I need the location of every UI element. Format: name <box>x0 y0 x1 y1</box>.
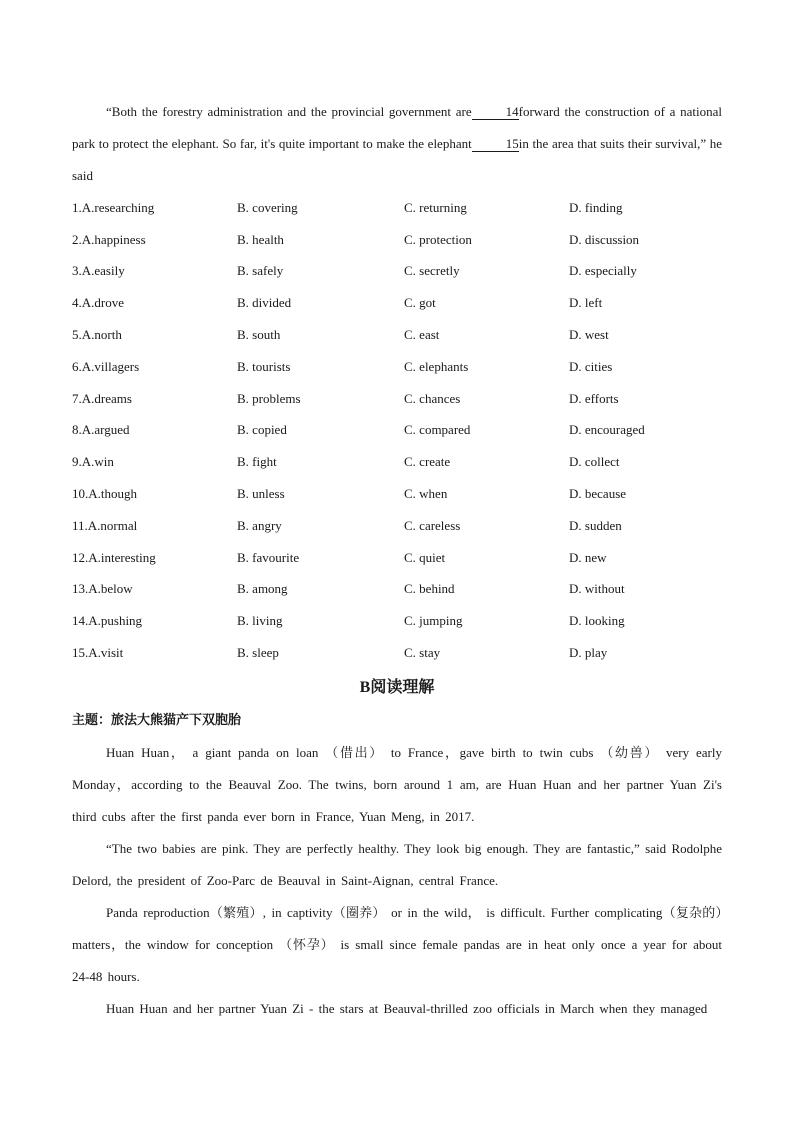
option-b: B. tourists <box>237 358 291 374</box>
option-a: 7.A.dreams <box>72 390 132 406</box>
option-b: B. angry <box>237 517 282 533</box>
option-b: B. south <box>237 327 281 343</box>
option-c: C. got <box>404 295 436 311</box>
option-b: B. problems <box>237 390 301 406</box>
option-c: C. protection <box>404 231 472 247</box>
option-row <box>72 224 722 256</box>
option-a: 8.A.argued <box>72 422 130 438</box>
option-a: 2.A.happiness <box>72 231 146 247</box>
option-d: D. discussion <box>569 231 640 247</box>
option-a: 5.A.north <box>72 327 122 343</box>
option-row <box>72 510 722 542</box>
option-b: B. fight <box>237 454 277 470</box>
reading-paragraph: Panda reproduction（繁殖）, in captivity（圈养） or in the wild， is difficult. Further complicating（复杂的）matters，the window for conception （怀孕） is small since female pandas are in heat only once a year for about 24-48 hours. <box>72 904 722 984</box>
passage-text: in the area that suits their survival,” he said <box>72 136 722 183</box>
option-d: D. without <box>569 581 625 597</box>
option-d: D. efforts <box>569 390 619 406</box>
option-d: D. encouraged <box>569 422 645 438</box>
option-c: C. returning <box>404 199 467 215</box>
option-a: 3.A.easily <box>72 263 125 279</box>
option-b: B. living <box>237 613 283 629</box>
option-d: D. collect <box>569 454 620 470</box>
blank-14: 14 <box>472 104 519 120</box>
option-d: D. play <box>569 645 608 661</box>
option-b: B. unless <box>237 486 285 502</box>
option-c: C. jumping <box>404 613 463 629</box>
option-d: D. especially <box>569 263 637 279</box>
option-row <box>72 415 722 447</box>
option-c: C. chances <box>404 390 461 406</box>
option-row <box>72 605 722 637</box>
option-row <box>72 256 722 288</box>
section-title: B阅读理解 <box>359 678 435 696</box>
option-d: D. looking <box>569 613 625 629</box>
option-a: 13.A.below <box>72 581 133 597</box>
option-b: B. safely <box>237 263 284 279</box>
passage-text: forward the construction of a national park to protect the elephant. So far, it's quite important to make the elephant <box>72 104 723 151</box>
option-d: D. cities <box>569 358 613 374</box>
option-a: 15.A.visit <box>72 645 124 661</box>
option-a: 12.A.interesting <box>72 549 156 565</box>
option-row <box>72 287 722 319</box>
option-c: C. stay <box>404 645 441 661</box>
option-row <box>72 351 722 383</box>
blank-15: 15 <box>472 136 519 152</box>
option-row <box>72 319 722 351</box>
option-d: D. west <box>569 327 609 343</box>
option-b: B. copied <box>237 422 287 438</box>
option-row <box>72 637 722 669</box>
option-row <box>72 383 722 415</box>
option-b: B. health <box>237 231 284 247</box>
option-d: D. sudden <box>569 517 622 533</box>
option-a: 14.A.pushing <box>72 613 143 629</box>
option-c: C. careless <box>404 517 461 533</box>
passage-text: “Both the forestry administration and the provincial government are <box>106 104 472 119</box>
passage-paragraph <box>72 96 722 192</box>
document-page <box>72 0 722 1025</box>
option-row <box>72 192 722 224</box>
option-d: D. left <box>569 295 603 311</box>
option-d: D. finding <box>569 199 623 215</box>
option-d: D. because <box>569 486 627 502</box>
option-c: C. when <box>404 486 448 502</box>
option-row <box>72 478 722 510</box>
options-list <box>72 192 722 669</box>
option-b: B. among <box>237 581 288 597</box>
option-b: B. favourite <box>237 549 300 565</box>
topic-heading: 主题：旅法大熊猫产下双胞胎 <box>72 712 242 728</box>
option-c: C. secretly <box>404 263 460 279</box>
option-a: 11.A.normal <box>72 517 138 533</box>
option-c: C. quiet <box>404 549 446 565</box>
option-c: C. create <box>404 454 451 470</box>
option-a: 4.A.drove <box>72 295 124 311</box>
option-row <box>72 574 722 606</box>
option-c: C. compared <box>404 422 471 438</box>
reading-paragraph: Huan Huan and her partner Yuan Zi - the stars at Beauval-thrilled zoo officials in March when they managed <box>106 1000 708 1016</box>
option-a: 6.A.villagers <box>72 358 140 374</box>
option-row <box>72 542 722 574</box>
option-b: B. covering <box>237 199 298 215</box>
option-d: D. new <box>569 549 607 565</box>
option-c: C. elephants <box>404 358 469 374</box>
option-c: C. behind <box>404 581 455 597</box>
reading-paragraph: “The two babies are pink. They are perfectly healthy. They look big enough. They are fantastic,” said Rodolphe Delord, the president of Zoo-Parc de Beauval in Saint-Aignan, central France. <box>72 840 722 888</box>
option-row <box>72 446 722 478</box>
option-a: 10.A.though <box>72 486 137 502</box>
option-a: 9.A.win <box>72 454 114 470</box>
option-c: C. east <box>404 327 440 343</box>
reading-paragraph: Huan Huan， a giant panda on loan （借出） to France，gave birth to twin cubs （幼兽） very early Monday，according to the Beauval Zoo. The twins, born around 1 am, are Huan Huan and her partner Yuan Zi's third cubs after the first panda ever born in France, Yuan Meng, in 2017. <box>72 744 722 824</box>
option-b: B. sleep <box>237 645 279 661</box>
option-b: B. divided <box>237 295 292 311</box>
option-a: 1.A.researching <box>72 199 155 215</box>
